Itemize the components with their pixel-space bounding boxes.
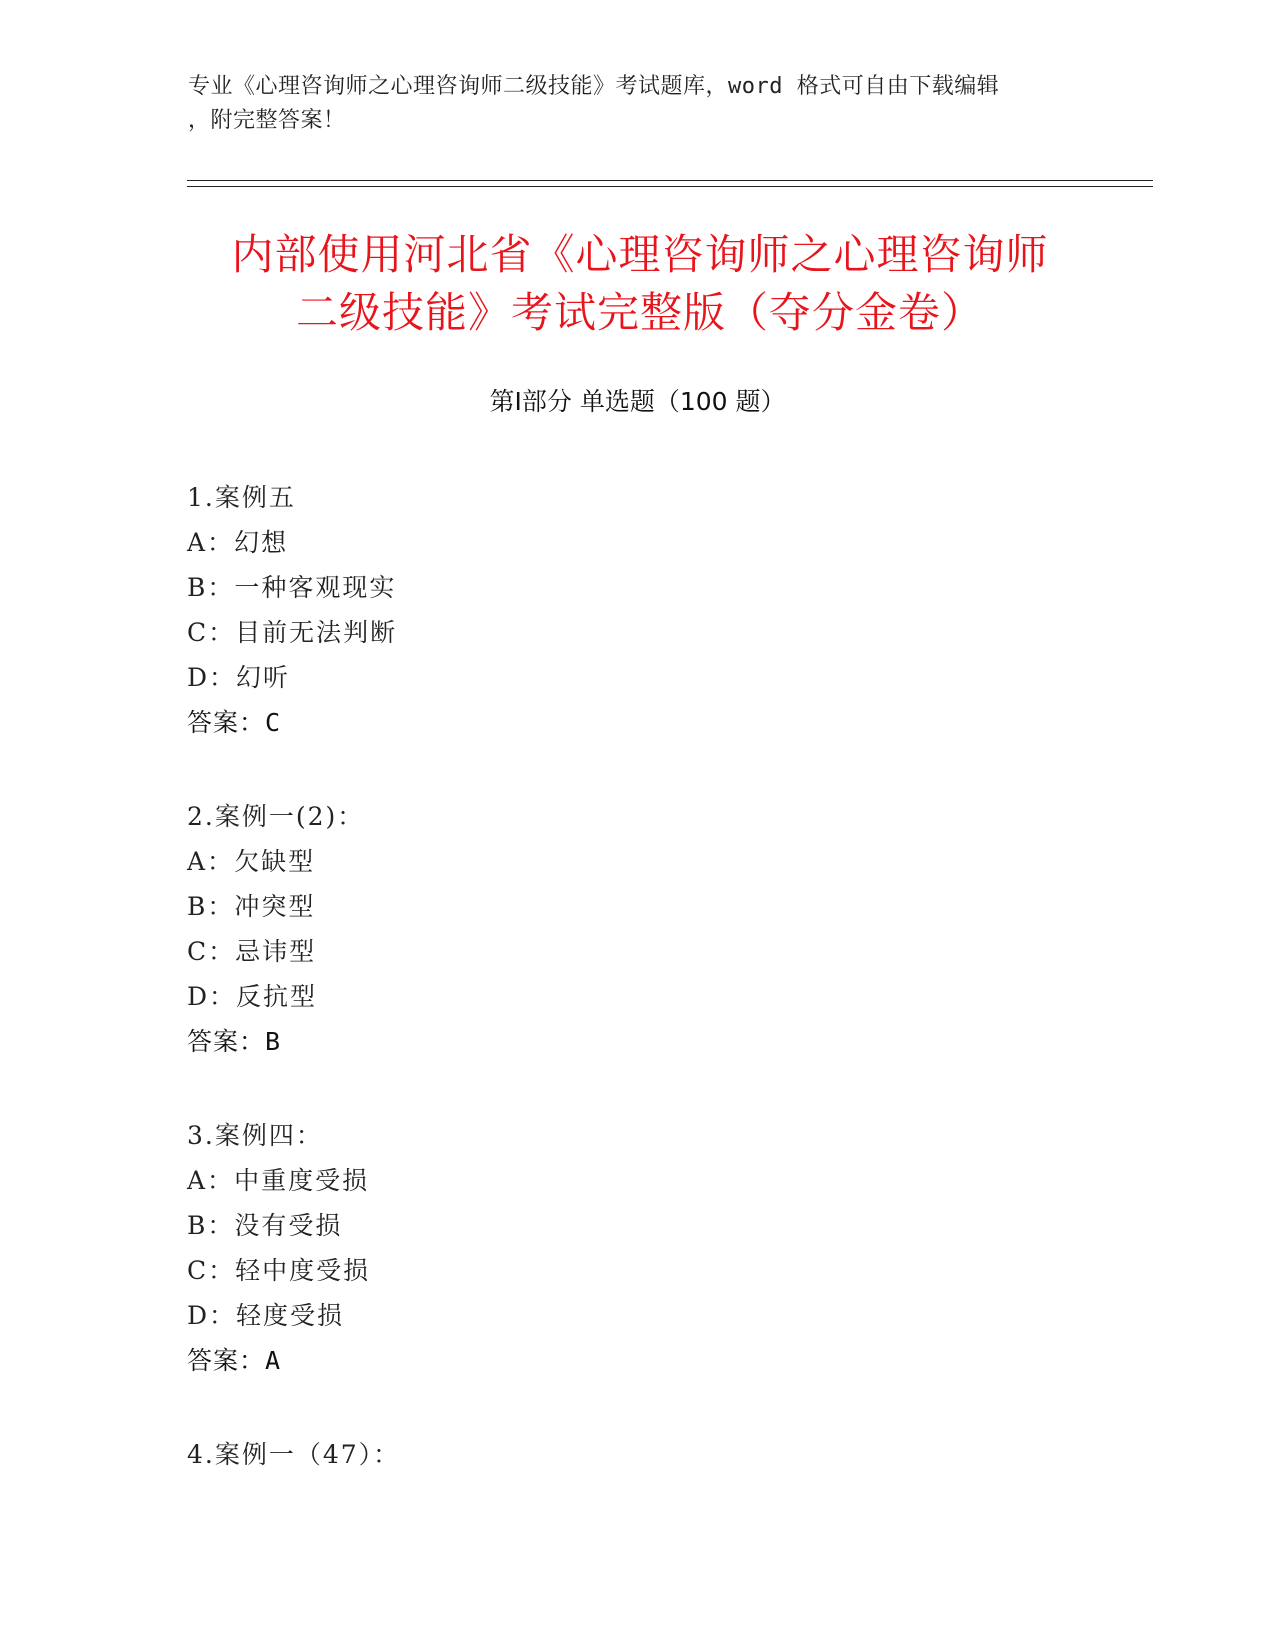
option-d (187, 1293, 1087, 1338)
question-stem: 4.案例一（47）： (187, 1440, 401, 1469)
question-1 (187, 475, 1087, 745)
answer-label: 答案： (187, 1027, 266, 1056)
option-text: 轻度受损 (236, 1301, 345, 1330)
answer-value: C (265, 708, 281, 737)
answer-label: 答案： (187, 1346, 266, 1375)
option-label: B： (187, 573, 235, 602)
document-title (190, 226, 1090, 342)
option-label: A： (187, 847, 235, 876)
header-note-line-2: ，附完整答案！ (188, 108, 346, 133)
option-label: B： (187, 892, 235, 921)
option-text: 中重度受损 (234, 1166, 370, 1195)
option-text: 轻中度受损 (235, 1256, 371, 1285)
option-text: 幻想 (234, 528, 289, 557)
section-heading: 第Ⅰ部分 单选题（100 题） (489, 387, 786, 416)
option-label: C： (187, 937, 236, 966)
option-c (187, 1248, 1087, 1293)
header-note-line-1: 专业《心理咨询师之心理咨询师二级技能》考试题库，word 格式可自由下载编辑 (188, 74, 1000, 99)
option-label: D： (187, 663, 237, 692)
option-c (187, 610, 1087, 655)
question-list (187, 475, 1087, 1526)
document-title-line-2: 二级技能》考试完整版（夺分金卷） (295, 288, 984, 337)
document-title-line-1: 内部使用河北省《心理咨询师之心理咨询师 (231, 230, 1049, 279)
option-a (187, 1158, 1087, 1203)
option-label: B： (187, 1211, 235, 1240)
option-c (187, 929, 1087, 974)
answer-line (187, 1338, 1087, 1383)
question-stem: 3.案例四： (187, 1121, 323, 1150)
question-3 (187, 1113, 1087, 1383)
question-stem: 2.案例一(2)： (187, 802, 365, 831)
header-rule-top (187, 180, 1153, 181)
option-text: 目前无法判断 (235, 618, 398, 647)
option-text: 欠缺型 (234, 847, 316, 876)
question-stem: 1.案例五 (187, 483, 296, 512)
option-a (187, 839, 1087, 884)
option-label: C： (187, 1256, 236, 1285)
option-label: D： (187, 1301, 237, 1330)
header-note (188, 70, 1088, 138)
answer-line (187, 700, 1087, 745)
option-label: A： (187, 1166, 235, 1195)
option-label: D： (187, 982, 237, 1011)
option-text: 忌讳型 (235, 937, 317, 966)
answer-value: B (265, 1027, 281, 1056)
option-d (187, 655, 1087, 700)
option-text: 反抗型 (236, 982, 318, 1011)
option-text: 没有受损 (234, 1211, 343, 1240)
option-text: 冲突型 (234, 892, 316, 921)
answer-value: A (265, 1346, 281, 1375)
option-b (187, 884, 1087, 929)
question-4 (187, 1432, 1087, 1477)
answer-label: 答案： (187, 708, 266, 737)
option-a (187, 520, 1087, 565)
option-label: C： (187, 618, 236, 647)
answer-line (187, 1019, 1087, 1064)
option-d (187, 974, 1087, 1019)
question-2 (187, 794, 1087, 1064)
option-b (187, 565, 1087, 610)
option-label: A： (187, 528, 235, 557)
header-rule-bottom (187, 186, 1153, 187)
option-b (187, 1203, 1087, 1248)
option-text: 幻听 (236, 663, 291, 692)
option-text: 一种客观现实 (234, 573, 397, 602)
